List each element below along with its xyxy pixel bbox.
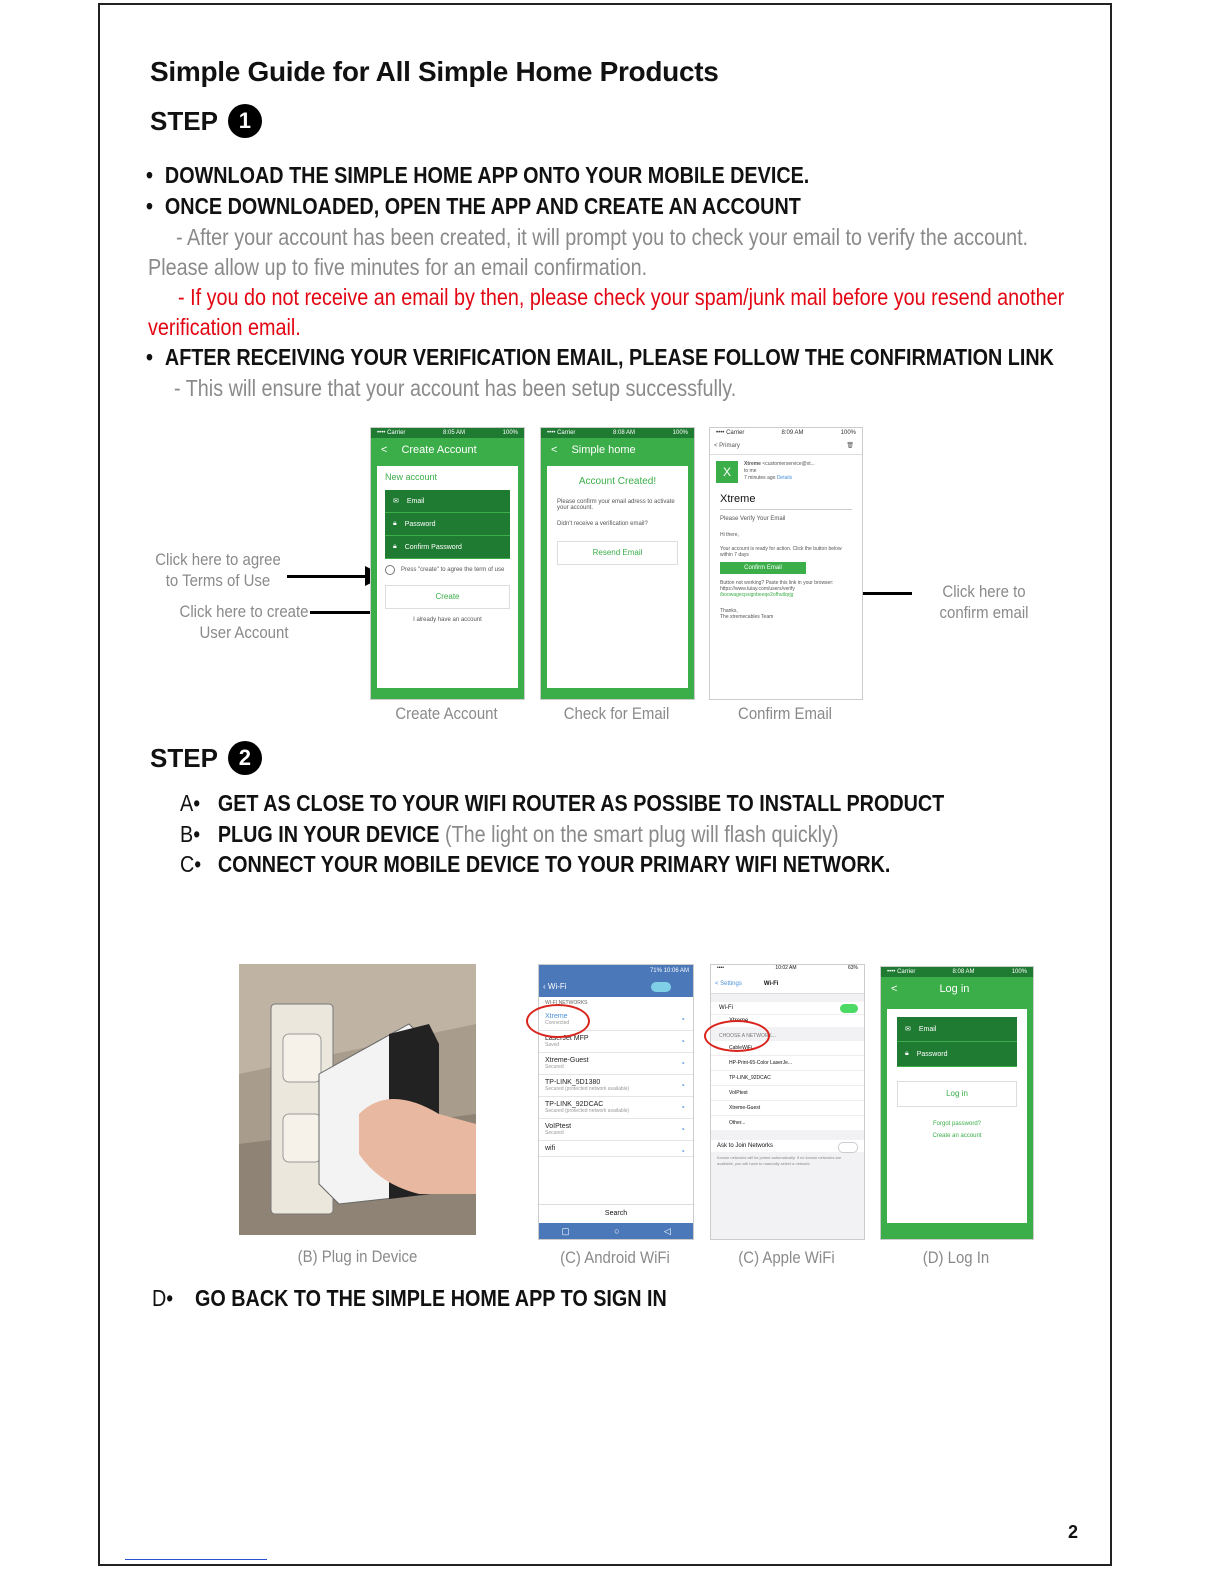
search-button[interactable]: Search bbox=[539, 1204, 693, 1223]
wifi-label: Wi-Fi bbox=[719, 1005, 733, 1011]
android-toolbar: ‹ Wi-Fi bbox=[539, 977, 693, 997]
forgot-password-link[interactable]: Forgot password? bbox=[932, 1121, 982, 1127]
step-number-badge: 2 bbox=[228, 741, 262, 775]
highlight-circle-apple bbox=[704, 1020, 770, 1052]
create-button[interactable]: Create bbox=[385, 585, 510, 609]
header-title: Simple home bbox=[571, 444, 636, 456]
network-status: Connected bbox=[545, 1020, 570, 1026]
status-battery: 100% bbox=[1011, 969, 1027, 975]
status-carrier: •••• bbox=[717, 965, 725, 971]
step2-item-a bbox=[180, 790, 944, 817]
not-received-text: Didn't receive a verification email? bbox=[557, 521, 648, 527]
sender-row bbox=[710, 455, 862, 489]
plug-photo-illustration bbox=[239, 964, 476, 1235]
email-body-text: Your account is ready for action. Click the button below within 7 days bbox=[720, 546, 842, 558]
network-row[interactable] bbox=[539, 1119, 693, 1141]
bullet-dot: • bbox=[146, 162, 153, 188]
field-label: Confirm Password bbox=[404, 543, 462, 551]
android-status-bar bbox=[539, 965, 693, 977]
wifi-toggle[interactable] bbox=[840, 1004, 858, 1013]
wifi-signal-icon: ◔ bbox=[680, 1103, 685, 1112]
bullet-text: ONCE DOWNLOADED, OPEN THE APP AND CREATE AN ACCOUNT bbox=[164, 193, 801, 219]
field-label: Password bbox=[404, 520, 436, 528]
network-row[interactable]: VoIPtest bbox=[711, 1086, 864, 1101]
lock-icon: 🔒︎ bbox=[393, 520, 397, 527]
ask-to-join-toggle[interactable] bbox=[838, 1142, 858, 1153]
bullet-dot: • bbox=[146, 344, 153, 370]
field-label: Email bbox=[918, 1025, 937, 1033]
network-name: Xtreme-Guest bbox=[545, 1057, 589, 1064]
login-card bbox=[887, 1009, 1027, 1223]
network-row[interactable]: Other... bbox=[729, 1120, 746, 1126]
label-create-account bbox=[175, 601, 312, 643]
label-line: Click here to bbox=[942, 582, 1026, 601]
note-spam-warning: - If you do not receive an email by then, please check your spam/junk mail before you resend another bbox=[178, 284, 1065, 310]
caption-log-in: (D) Log In bbox=[922, 1248, 990, 1267]
screen-check-email bbox=[540, 427, 695, 700]
details-link[interactable]: Details bbox=[776, 475, 793, 481]
wifi-signal-icon: ◔ bbox=[680, 1081, 685, 1090]
status-bar bbox=[881, 967, 1033, 977]
network-status: Saved bbox=[545, 1042, 560, 1048]
status-time: 8:08 AM bbox=[613, 430, 636, 436]
toolbar-title: Wi-Fi bbox=[547, 982, 567, 991]
status-carrier: •••• Carrier bbox=[377, 430, 406, 436]
wifi-signal-icon: ◔ bbox=[680, 1059, 685, 1068]
network-name: LaserJet MFP bbox=[545, 1035, 589, 1042]
ask-to-join-label: Ask to Join Networks bbox=[717, 1143, 774, 1149]
network-name: TP-LINK_92DCAC bbox=[545, 1101, 604, 1108]
terms-text: Press "create" to agree the term of use bbox=[401, 567, 505, 573]
screen-confirm-email bbox=[709, 427, 863, 700]
status-battery: 71% bbox=[649, 968, 662, 974]
status-battery: 100% bbox=[840, 430, 856, 436]
step1-bullet-1 bbox=[146, 162, 809, 189]
email-greeting: Hi there, bbox=[720, 532, 739, 538]
verify-link[interactable]: /boowagecpsignbeeqe2ofhutlqrjg bbox=[720, 592, 794, 598]
caption-plug-in-device: (B) Plug in Device bbox=[297, 1247, 418, 1266]
network-row[interactable]: TP-LINK_92DCAC bbox=[711, 1071, 864, 1086]
photo-plug-in-device bbox=[239, 964, 476, 1235]
item-text: GO BACK TO THE SIMPLE HOME APP TO SIGN IN bbox=[195, 1285, 667, 1311]
status-time: 8:08 AM bbox=[952, 969, 975, 975]
network-row[interactable]: Xtreme-Guest bbox=[711, 1101, 864, 1116]
ask-to-join-row bbox=[711, 1140, 864, 1152]
status-carrier: •••• Carrier bbox=[716, 430, 745, 436]
back-icon[interactable]: ◁ bbox=[663, 1225, 671, 1236]
network-status: Secured bbox=[545, 1130, 564, 1136]
arrow-to-terms bbox=[287, 575, 383, 578]
email-subject: Please Verify Your Email bbox=[720, 516, 786, 522]
confirm-email-button[interactable]: Confirm Email bbox=[720, 562, 806, 574]
status-time: 8:05 AM bbox=[443, 430, 466, 436]
label-line: Click here to agree bbox=[155, 550, 281, 569]
status-battery: 100% bbox=[502, 430, 518, 436]
back-icon[interactable]: < bbox=[891, 983, 898, 995]
item-note: (The light on the smart plug will flash quickly) bbox=[444, 821, 839, 847]
label-line: confirm email bbox=[939, 603, 1029, 622]
step2-item-c bbox=[180, 851, 890, 878]
item-letter: D• bbox=[152, 1285, 174, 1311]
network-row[interactable] bbox=[539, 1075, 693, 1097]
network-name: wifi bbox=[545, 1145, 556, 1152]
caption-check-email: Check for Email bbox=[563, 704, 670, 723]
status-bar bbox=[710, 428, 862, 438]
step1-bullet-2 bbox=[146, 193, 801, 220]
screen-log-in bbox=[880, 966, 1034, 1240]
header-title: Create Account bbox=[401, 444, 477, 456]
caption-apple-wifi: (C) Apple WiFi bbox=[738, 1248, 835, 1267]
message-card bbox=[547, 466, 688, 688]
item-letter: C• bbox=[180, 851, 202, 877]
terms-row bbox=[385, 565, 510, 575]
highlight-circle-android bbox=[526, 1004, 590, 1038]
screen-create-account bbox=[370, 427, 525, 700]
page-number: 2 bbox=[1068, 1522, 1079, 1542]
create-account-link[interactable]: Create an account bbox=[932, 1133, 982, 1139]
form-subtitle: New account bbox=[385, 472, 438, 482]
step-2-heading bbox=[150, 741, 262, 775]
app-header bbox=[541, 438, 694, 462]
header-title: Log in bbox=[939, 983, 970, 995]
sent-time: 7 minutes ago bbox=[744, 475, 776, 481]
lock-icon: 🔒︎ bbox=[393, 543, 397, 550]
item-text: PLUG IN YOUR DEVICE bbox=[217, 821, 440, 847]
back-icon[interactable]: < bbox=[381, 444, 388, 456]
step-label: STEP bbox=[150, 105, 218, 136]
settings-back-link[interactable]: < Settings bbox=[715, 981, 742, 987]
page-title: Simple Guide for All Simple Home Products bbox=[150, 56, 719, 87]
note-setup-success: - This will ensure that your account has been setup successfully. bbox=[174, 375, 737, 401]
existing-account-link[interactable]: I already have an account bbox=[413, 617, 482, 623]
network-row[interactable] bbox=[539, 1053, 693, 1075]
wifi-signal-icon: ◔ bbox=[680, 1037, 685, 1046]
wifi-signal-icon: ◔ bbox=[680, 1147, 685, 1156]
step-number-badge: 1 bbox=[228, 104, 262, 138]
status-carrier: •••• Carrier bbox=[887, 969, 916, 975]
step-1-heading bbox=[150, 104, 262, 138]
label-agree-terms bbox=[149, 549, 286, 591]
item-text: CONNECT YOUR MOBILE DEVICE TO YOUR PRIMARY WIFI NETWORK. bbox=[217, 851, 891, 877]
trash-icon[interactable]: 🗑︎ bbox=[846, 443, 854, 449]
email-body bbox=[710, 489, 862, 620]
caption-create-account: Create Account bbox=[395, 704, 498, 723]
caption-android-wifi: (C) Android WiFi bbox=[560, 1248, 670, 1267]
wifi-toggle-row bbox=[711, 1002, 864, 1015]
label-line: User Account bbox=[199, 623, 289, 642]
back-link[interactable]: < Primary bbox=[714, 443, 740, 449]
ask-to-join-note: Known networks will be joined automatically. If no known networks are available, you will have to manually select a network. bbox=[717, 1155, 842, 1166]
network-status: Secured (protected network available) bbox=[545, 1108, 630, 1114]
label-line: to Terms of Use bbox=[165, 571, 271, 590]
sender-name: Xtreme bbox=[744, 461, 761, 467]
status-carrier: •••• Carrier bbox=[547, 430, 576, 436]
log-in-button[interactable]: Log in bbox=[897, 1081, 1017, 1107]
note-account-created: - After your account has been created, it will prompt you to check your email to verify the account. bbox=[176, 224, 1029, 250]
status-time: 10:02 AM bbox=[775, 965, 797, 971]
android-nav-bar bbox=[539, 1223, 693, 1239]
wifi-signal-icon: ◔ bbox=[680, 1125, 685, 1134]
note-allow-time: Please allow up to five minutes for an email confirmation. bbox=[148, 254, 648, 280]
email-thanks: Thanks, bbox=[720, 608, 738, 614]
network-list bbox=[711, 1041, 864, 1130]
step2-item-d bbox=[152, 1285, 667, 1312]
status-bar bbox=[371, 428, 524, 438]
email-field[interactable] bbox=[897, 1017, 1017, 1042]
network-row[interactable] bbox=[539, 1141, 693, 1157]
terms-checkbox[interactable] bbox=[385, 565, 395, 575]
wifi-signal-icon: ◔ bbox=[680, 1015, 685, 1024]
email-signature: The xtremecables Team bbox=[720, 614, 774, 620]
app-header bbox=[371, 438, 524, 462]
status-battery: 63% bbox=[847, 965, 858, 971]
bullet-dot: • bbox=[146, 193, 153, 219]
section-label: WI-FI NETWORKS bbox=[545, 1000, 588, 1006]
step2-item-b bbox=[180, 821, 839, 848]
confirm-password-field[interactable] bbox=[385, 536, 510, 559]
mail-icon: ✉ bbox=[905, 1026, 911, 1033]
password-field[interactable] bbox=[385, 513, 510, 536]
recipient: to me bbox=[744, 468, 757, 474]
note-spam-warning-cont: verification email. bbox=[148, 314, 301, 340]
wifi-toggle[interactable] bbox=[651, 982, 671, 992]
network-row[interactable] bbox=[539, 1097, 693, 1119]
label-line: Click here to create bbox=[179, 602, 309, 621]
item-text: GET AS CLOSE TO YOUR WIFI ROUTER AS POSSIBE TO INSTALL PRODUCT bbox=[217, 790, 945, 816]
mail-icon: ✉ bbox=[393, 498, 399, 505]
footer-rule bbox=[125, 1559, 267, 1560]
network-status: Secured bbox=[545, 1064, 564, 1070]
field-label: Password bbox=[916, 1050, 948, 1058]
network-name: TP-LINK_5D1380 bbox=[545, 1079, 601, 1086]
back-icon[interactable]: < bbox=[551, 444, 558, 456]
email-brand: Xtreme bbox=[720, 489, 852, 510]
network-row[interactable]: HP-Print-65-Color LaserJe... bbox=[711, 1056, 864, 1071]
created-title: Account Created! bbox=[578, 476, 657, 487]
sender-avatar: X bbox=[716, 461, 738, 483]
bullet-text: AFTER RECEIVING YOUR VERIFICATION EMAIL, PLEASE FOLLOW THE CONFIRMATION LINK bbox=[164, 344, 1054, 370]
ios-nav bbox=[711, 975, 864, 994]
label-confirm-email bbox=[921, 581, 1048, 623]
network-row[interactable]: CableWiFi bbox=[711, 1041, 864, 1056]
item-letter: B• bbox=[180, 821, 201, 847]
sender-info bbox=[744, 461, 815, 483]
status-battery: 100% bbox=[672, 430, 688, 436]
ios-status-bar bbox=[711, 965, 864, 975]
app-header bbox=[881, 977, 1033, 1001]
network-name: Xtreme bbox=[729, 1018, 749, 1024]
network-status: Secured (protected network available) bbox=[545, 1086, 630, 1092]
form-card bbox=[377, 466, 518, 688]
step1-bullet-3 bbox=[146, 344, 1054, 371]
screen-apple-wifi bbox=[710, 964, 865, 1240]
sender-address: <customerservice@xt... bbox=[762, 461, 815, 467]
email-field[interactable] bbox=[385, 490, 510, 513]
step-label: STEP bbox=[150, 742, 218, 773]
mail-nav bbox=[710, 438, 862, 455]
lock-icon: 🔒︎ bbox=[905, 1050, 909, 1057]
status-time: 8:09 AM bbox=[781, 430, 804, 436]
password-field[interactable] bbox=[897, 1042, 1017, 1067]
status-time: 10:06 AM bbox=[663, 968, 689, 974]
network-name: Xtreme bbox=[545, 1013, 568, 1020]
home-icon[interactable]: ○ bbox=[614, 1226, 620, 1236]
nav-title: Wi-Fi bbox=[763, 981, 779, 987]
network-name: VoIPtest bbox=[545, 1123, 572, 1130]
resend-email-button[interactable]: Resend Email bbox=[557, 541, 678, 565]
bullet-text: DOWNLOAD THE SIMPLE HOME APP ONTO YOUR MOBILE DEVICE. bbox=[164, 162, 810, 188]
confirm-text: Please confirm your email adress to activate your account. bbox=[557, 499, 675, 511]
caption-confirm-email: Confirm Email bbox=[738, 704, 832, 723]
choose-network-label: CHOOSE A NETWORK... bbox=[719, 1033, 776, 1039]
item-letter: A• bbox=[180, 790, 201, 816]
recent-apps-icon[interactable]: ▢ bbox=[561, 1225, 570, 1236]
email-fallback-text: Button not working? Paste this link in your browser: https://www.tuiay.com/users/verify bbox=[720, 580, 834, 592]
status-bar bbox=[541, 428, 694, 438]
field-label: Email bbox=[406, 497, 425, 505]
